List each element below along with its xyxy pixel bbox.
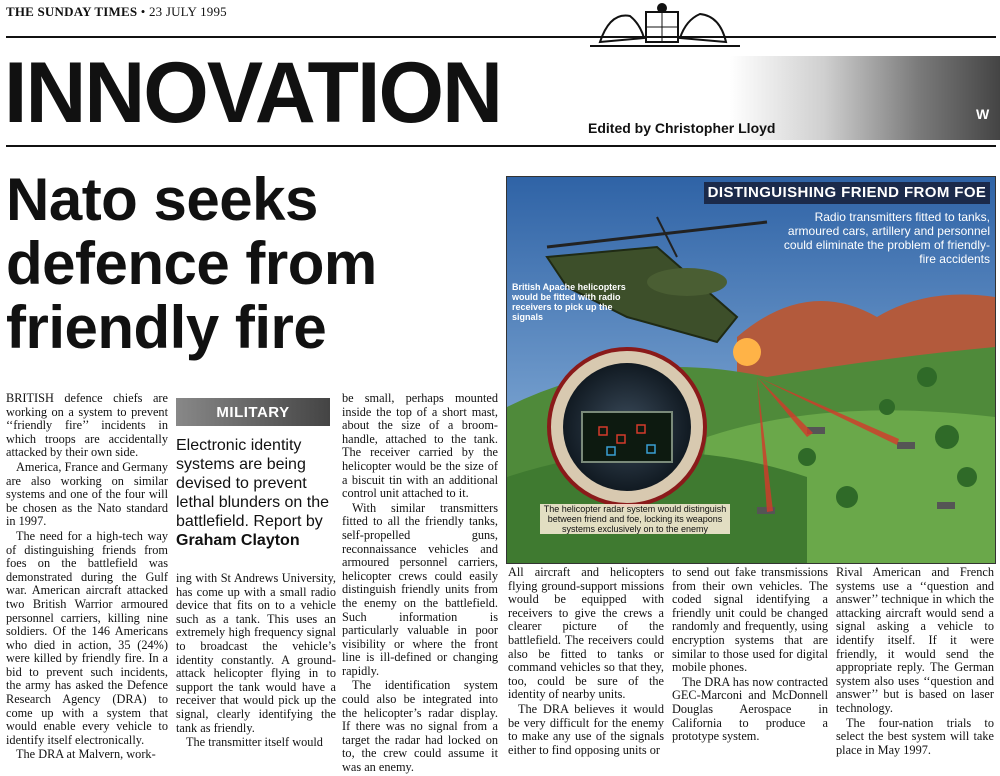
article-column-4 [508, 566, 664, 758]
issue-date: • 23 JULY 1995 [140, 4, 227, 19]
headline: Nato seeks defence from friendly fire [6, 166, 377, 361]
paragraph: With similar transmitters fitted to all the friendly tanks, self-propelled guns, reconnaissance vehicles and armoured personnel carriers, helicopter crews could easily distinguish friendly units from the enemy on the battlefield. Such information is particularly valuable in poor visibility or where the front line is ill-defined or changing rapidly. [342, 500, 498, 678]
paragraph: America, France and Germany are also working on similar systems and one of the four will be chosen as the Nato standard in 1997. [6, 459, 168, 529]
article-column-5 [672, 566, 828, 745]
article-column-6 [836, 566, 994, 758]
article-column-2 [176, 572, 336, 751]
graphic-caption: Radio transmitters fitted to tanks, armoured cars, artillery and personnel could eliminate the problem of friendly-fire accidents [783, 210, 990, 266]
paragraph: to send out fake transmissions from their own vehicles. The coded signal identifying a friendly unit could be changed randomly and frequently, using encryption systems that are similar to those used for digital mobile phones. [672, 565, 828, 675]
paragraph: All aircraft and helicopters flying ground-support missions would be equipped with receivers to give the crews a clearer picture of the battlefield. The receivers could also be fitted to tanks or command vehicles so that they, too, could be sure of the identity of nearby units. [508, 565, 664, 702]
paper-name: THE SUNDAY TIMES [6, 4, 138, 19]
royal-crest-icon [570, 2, 760, 50]
article-column-1 [6, 392, 168, 763]
paragraph: be small, perhaps mounted inside the top of a short mast, about the size of a broom-handle, attached to the tank. The receiver carried by the helicopter would be the size of a biscuit tin with an additional control unit attached to it. [342, 391, 498, 501]
byline: Graham Clayton [176, 532, 300, 549]
paragraph: BRITISH defence chiefs are working on a system to prevent ‘‘friendly fire’’ incidents in which troops are accidentally attacked by their own side. [6, 391, 168, 460]
section-rule [6, 145, 996, 147]
masthead-rule [6, 36, 996, 38]
standfirst-text: Electronic identity systems are being devised to prevent lethal blunders on the battlefield. Report by [176, 437, 329, 530]
paragraph: The DRA at Malvern, work- [16, 747, 156, 762]
paragraph: Rival American and French systems use a ‘‘question and answer’’ technique in which the attacking aircraft would send a signal asking a vehicle to identify itself. If it were friendly, it would send the appropriate reply. The German system also uses ‘‘question and answer’’ but is based on laser technology. [836, 565, 994, 715]
paragraph: The DRA has now contracted GEC-Marconi and McDonnell Douglas Aerospace in California to produce a prototype system. [672, 674, 828, 744]
graphic-note-radar: The helicopter radar system would distinguish between friend and foe, locking its weapons systems exclusively on to the enemy [540, 504, 730, 534]
graphic-note-apache: British Apache helicopters would be fitted with radio receivers to pick up the signals [512, 282, 626, 322]
section-banner-cutoff-text: W [976, 106, 990, 122]
section-title: INNOVATION [4, 45, 501, 141]
masthead [6, 4, 227, 20]
paragraph: The need for a high-tech way of distinguishing friends from foes on the battlefield was demonstrated during the Gulf war. American aircraft attacked two British Warrior armoured personnel carriers, killing nine soldiers. Of the 146 Americans who died in action, 35 (24%) were killed by friendly fire. In a bid to prevent such incidents, the army has asked the Defence Research Agency (DRA) to come up with a system that would enable every vehicle to identify itself electronically. [6, 528, 168, 747]
military-label: MILITARY [216, 404, 290, 421]
paragraph: The DRA believes it would be very difficult for the enemy to make any use of the signals either to find opposing units or [508, 701, 664, 757]
section-editor: Edited by Christopher Lloyd [588, 120, 776, 136]
paragraph: ing with St Andrews University, has come up with a small radio device that fits on to a vehicle such as a tank. This uses an extremely high frequency signal to broadcast the vehicle’s identity constantly. A ground-attack helicopter flying in to support the tank would have a receiver that would pick up the signal, clearly identifying the tank as friendly. [176, 571, 336, 735]
article-column-3 [342, 392, 498, 776]
graphic-title: DISTINGUISHING FRIEND FROM FOE [704, 182, 990, 204]
paragraph: The transmitter itself would [186, 735, 323, 750]
standfirst [176, 436, 336, 550]
paragraph: The four-nation trials to select the best system will take place in May 1997. [836, 715, 994, 757]
paragraph: The identification system could also be integrated into the helicopter’s radar display. If there was no signal from a target the radar had locked on to, the crew could assume it was an enemy. [342, 678, 498, 775]
